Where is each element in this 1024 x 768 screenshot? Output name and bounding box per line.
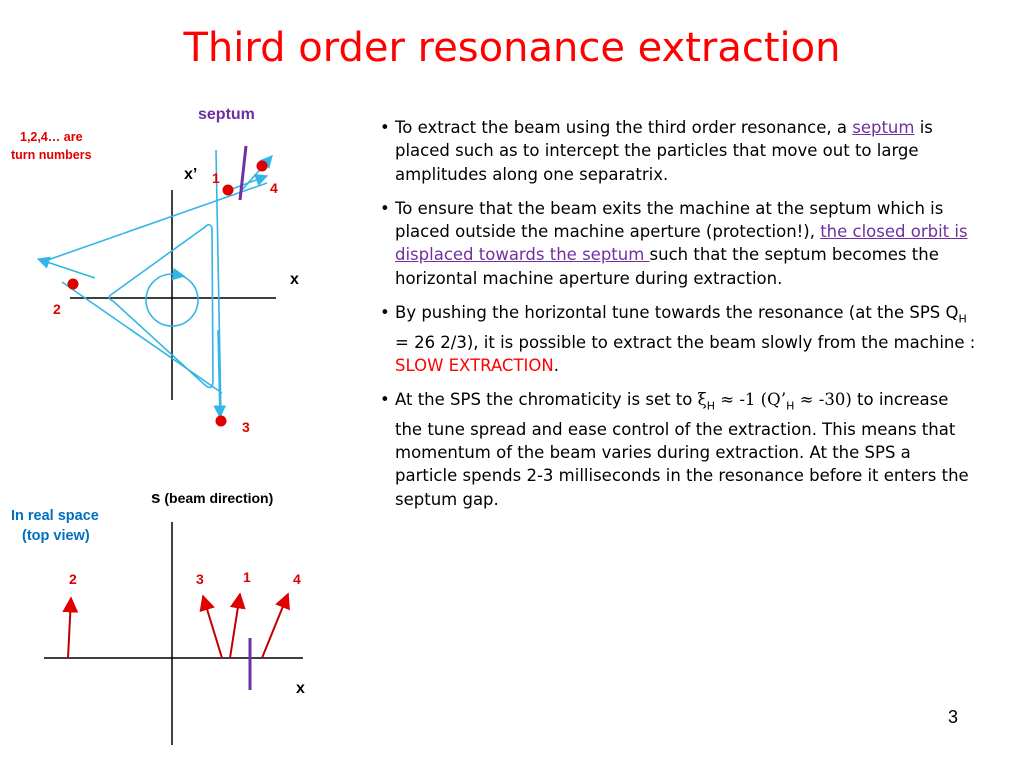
xi-value: ≈ -1 (Q’	[715, 390, 787, 410]
slide-title: Third order resonance extraction	[183, 25, 841, 71]
circle-direction-arrow	[172, 274, 184, 276]
real-space-heading-line-1: In real space	[11, 508, 99, 524]
xi-symbol: ξ	[697, 390, 707, 410]
xi-subscript: H	[706, 399, 715, 413]
bullet-3-subscript: H	[958, 312, 967, 326]
escape-arrow-4	[242, 156, 272, 190]
bullet-1-text-post: is placed such as to intercept the particles that move out to large amplitudes along one separatrix.	[395, 118, 933, 184]
turn-label-1: 1	[212, 170, 220, 186]
real-turn-label-1: 1	[243, 569, 251, 585]
trajectory-turn-1	[230, 594, 240, 658]
trajectory-turn-3	[203, 596, 222, 658]
separatrix-upper	[42, 183, 267, 262]
s-label: s	[151, 488, 161, 507]
septum-label: septum	[198, 106, 255, 123]
x-label-real: x	[296, 680, 305, 697]
trajectory-turn-4	[262, 594, 288, 658]
bullet-list	[378, 116, 978, 522]
real-turn-label-3: 3	[196, 571, 204, 587]
turn-note-line-1: 1,2,4… are	[20, 130, 83, 144]
turn-label-2: 2	[53, 301, 61, 317]
bullet-2-text-post: such that the septum becomes the horizontal machine aperture during extraction.	[395, 245, 939, 288]
turn-label-3: 3	[242, 419, 250, 435]
bullet-3-text-post: .	[553, 355, 559, 375]
turn-note-line-2: turn numbers	[11, 148, 92, 162]
slow-extraction-highlight: SLOW EXTRACTION	[395, 355, 554, 375]
bullet-4-text-post: to increase the tune spread and ease control of the extraction. This means that momentum of the beam varies during extraction. At the SPS a particle spends 2-3 milliseconds in the resonance before it enters the septum gap.	[395, 390, 969, 509]
bullet-4-text-pre: At the SPS the chromaticity is set to	[395, 390, 698, 410]
bullet-closed-orbit	[378, 197, 978, 290]
bullet-septum	[378, 116, 978, 186]
bullet-3-text-mid: = 26 2/3), it is possible to extract the beam slowly from the machine :	[395, 332, 976, 352]
bullet-tune	[378, 301, 978, 377]
q-value: ≈ -30)	[794, 390, 852, 410]
particle-turn-4	[257, 161, 268, 172]
escape-arrow-2	[38, 259, 95, 278]
bullet-1-text-pre: To extract the beam using the third order resonance, a	[395, 118, 853, 137]
real-space-diagram	[44, 522, 303, 745]
particle-turn-1	[223, 185, 234, 196]
real-space-heading-line-2: (top view)	[22, 528, 90, 544]
bullet-2-text-pre: To ensure that the beam exits the machine at the septum which is placed outside the machine aperture (protection!),	[395, 198, 944, 242]
beam-direction-label	[151, 488, 273, 508]
bullet-chromaticity	[378, 388, 978, 511]
trajectory-turn-2	[68, 598, 71, 658]
real-turn-label-4: 4	[293, 571, 301, 587]
page-number: 3	[948, 707, 959, 727]
real-turn-label-2: 2	[69, 571, 77, 587]
phase-space-diagram	[38, 146, 276, 427]
bullet-3-text-pre: By pushing the horizontal tune towards the resonance (at the SPS Q	[395, 303, 959, 323]
s-suffix: (beam direction)	[164, 490, 274, 506]
turn-label-4: 4	[270, 180, 278, 196]
x-prime-label: x’	[184, 166, 198, 183]
septum-link[interactable]: septum	[852, 118, 915, 137]
closed-orbit-link[interactable]: the closed orbit is displaced towards the septum	[395, 222, 968, 265]
x-label-phase: x	[290, 271, 299, 288]
particle-turn-3	[216, 416, 227, 427]
q-subscript: H	[786, 399, 795, 413]
particle-turn-2	[68, 279, 79, 290]
